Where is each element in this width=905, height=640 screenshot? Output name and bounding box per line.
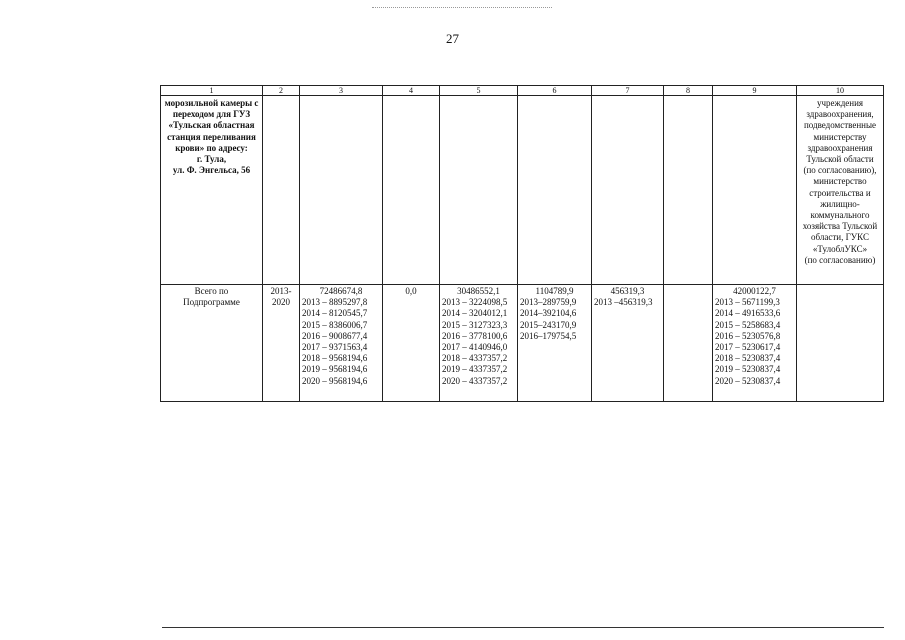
executor-line: учреждения bbox=[816, 98, 864, 108]
executor-line: строительства и bbox=[809, 187, 871, 198]
other-funding-sum: 456319,3 bbox=[610, 286, 645, 296]
executor-line: здравоохранения bbox=[807, 142, 873, 153]
object-description-cell bbox=[161, 96, 263, 285]
municipal-funding-year: 2016–179754,5 bbox=[520, 330, 577, 341]
extra-funding-cell bbox=[713, 285, 797, 402]
extra-funding-year: 2013 – 5671199,3 bbox=[715, 297, 780, 308]
executor-line: Тульской области bbox=[806, 154, 874, 165]
extra-funding-year: 2014 – 4916533,6 bbox=[715, 308, 781, 319]
object-line: «Тульская областная bbox=[168, 120, 255, 131]
empty-cell bbox=[592, 96, 664, 285]
empty-cell bbox=[518, 96, 592, 285]
regional-funding-year: 2015 – 3127323,3 bbox=[442, 319, 508, 330]
period-line: 2020 bbox=[272, 297, 290, 308]
total-funding-year: 2014 – 8120545,7 bbox=[302, 308, 368, 319]
total-funding-sum: 72486674,8 bbox=[319, 286, 363, 296]
regional-funding-year: 2013 – 3224098,5 bbox=[442, 297, 508, 308]
header-col-6: 6 bbox=[518, 86, 592, 96]
regional-funding-sum: 30486552,1 bbox=[457, 286, 500, 296]
period-line: 2013- bbox=[270, 286, 292, 296]
regional-funding-year: 2016 – 3778100,6 bbox=[442, 330, 508, 341]
object-line: переходом для ГУЗ bbox=[172, 109, 251, 120]
regional-funding-year: 2019 – 4337357,2 bbox=[442, 364, 508, 375]
object-line: станция переливания bbox=[167, 131, 256, 142]
executor-line: коммунального bbox=[810, 210, 870, 221]
header-col-7: 7 bbox=[592, 86, 664, 96]
regional-funding-year: 2020 – 4337357,2 bbox=[442, 375, 508, 386]
executors-cell bbox=[797, 96, 884, 285]
object-line: ул. Ф. Энгельса, 56 bbox=[172, 165, 251, 176]
object-line: морозильной камеры с bbox=[164, 98, 259, 108]
empty-cell bbox=[664, 285, 713, 402]
regional-funding-cell bbox=[440, 285, 518, 402]
executor-line: министерству bbox=[813, 131, 867, 142]
top-scan-rule bbox=[372, 7, 552, 8]
total-funding-year: 2019 – 9568194,6 bbox=[302, 364, 368, 375]
total-funding-cell bbox=[300, 285, 383, 402]
table-row-total bbox=[161, 285, 884, 402]
empty-cell bbox=[263, 96, 300, 285]
federal-funding-cell: 0,0 bbox=[383, 285, 440, 402]
executor-line: хозяйства Тульской bbox=[802, 221, 878, 232]
executor-line: (по согласованию) bbox=[804, 254, 876, 265]
other-funding-cell bbox=[592, 285, 664, 402]
executor-line: министерство bbox=[813, 176, 867, 187]
object-line: г. Тула, bbox=[196, 154, 227, 165]
total-label-line: Всего по bbox=[194, 286, 229, 296]
total-funding-year: 2015 – 8386006,7 bbox=[302, 319, 368, 330]
extra-funding-year: 2016 – 5230576,8 bbox=[715, 330, 781, 341]
total-funding-year: 2016 – 9008677,4 bbox=[302, 330, 368, 341]
executor-line: подведомственные bbox=[803, 120, 877, 131]
municipal-funding-year: 2013–289759,9 bbox=[520, 297, 577, 308]
page-number: 27 bbox=[446, 31, 459, 46]
municipal-funding-year: 2015–243170,9 bbox=[520, 319, 577, 330]
regional-funding-year: 2014 – 3204012,1 bbox=[442, 308, 508, 319]
object-line: крови» по адресу: bbox=[175, 142, 248, 153]
municipal-funding-year: 2014–392104,6 bbox=[520, 308, 577, 319]
header-col-8: 8 bbox=[664, 86, 713, 96]
municipal-funding-cell bbox=[518, 285, 592, 402]
empty-cell bbox=[440, 96, 518, 285]
header-col-5: 5 bbox=[440, 86, 518, 96]
total-funding-year: 2020 – 9568194,6 bbox=[302, 375, 368, 386]
header-col-9: 9 bbox=[713, 86, 797, 96]
empty-cell bbox=[797, 285, 884, 402]
extra-funding-year: 2020 – 5230837,4 bbox=[715, 375, 781, 386]
extra-funding-year: 2018 – 5230837,4 bbox=[715, 353, 781, 364]
header-col-4: 4 bbox=[383, 86, 440, 96]
regional-funding-year: 2017 – 4140946,0 bbox=[442, 342, 508, 353]
header-col-10: 10 bbox=[797, 86, 884, 96]
extra-funding-sum: 42000122,7 bbox=[733, 286, 776, 296]
header-col-2: 2 bbox=[263, 86, 300, 96]
extra-funding-year: 2015 – 5258683,4 bbox=[715, 319, 781, 330]
empty-cell bbox=[383, 96, 440, 285]
total-funding-year: 2018 – 9568194,6 bbox=[302, 353, 368, 364]
period-cell bbox=[263, 285, 300, 402]
bottom-rule bbox=[162, 627, 884, 628]
municipal-funding-sum: 1104789,9 bbox=[535, 286, 574, 296]
other-funding-year: 2013 –456319,3 bbox=[594, 297, 653, 308]
total-funding-year: 2013 – 8895297,8 bbox=[302, 297, 368, 308]
executor-line: «ТулоблУКС» bbox=[812, 243, 868, 254]
table-row-object bbox=[161, 96, 884, 285]
executor-line: здравоохранения, bbox=[806, 109, 874, 120]
empty-cell bbox=[300, 96, 383, 285]
empty-cell bbox=[713, 96, 797, 285]
executor-line: области, ГУКС bbox=[811, 232, 869, 243]
header-row bbox=[161, 86, 884, 96]
total-funding-year: 2017 – 9371563,4 bbox=[302, 342, 368, 353]
total-label-cell bbox=[161, 285, 263, 402]
extra-funding-year: 2019 – 5230837,4 bbox=[715, 364, 781, 375]
executor-line: жилищно- bbox=[820, 198, 860, 209]
regional-funding-year: 2018 – 4337357,2 bbox=[442, 353, 508, 364]
header-col-3: 3 bbox=[300, 86, 383, 96]
header-col-1: 1 bbox=[161, 86, 263, 96]
executor-line: (по согласованию), bbox=[803, 165, 877, 176]
total-label-line: Подпрограмме bbox=[183, 297, 240, 308]
extra-funding-year: 2017 – 5230617,4 bbox=[715, 342, 781, 353]
subprogram-table bbox=[160, 85, 884, 402]
empty-cell bbox=[664, 96, 713, 285]
